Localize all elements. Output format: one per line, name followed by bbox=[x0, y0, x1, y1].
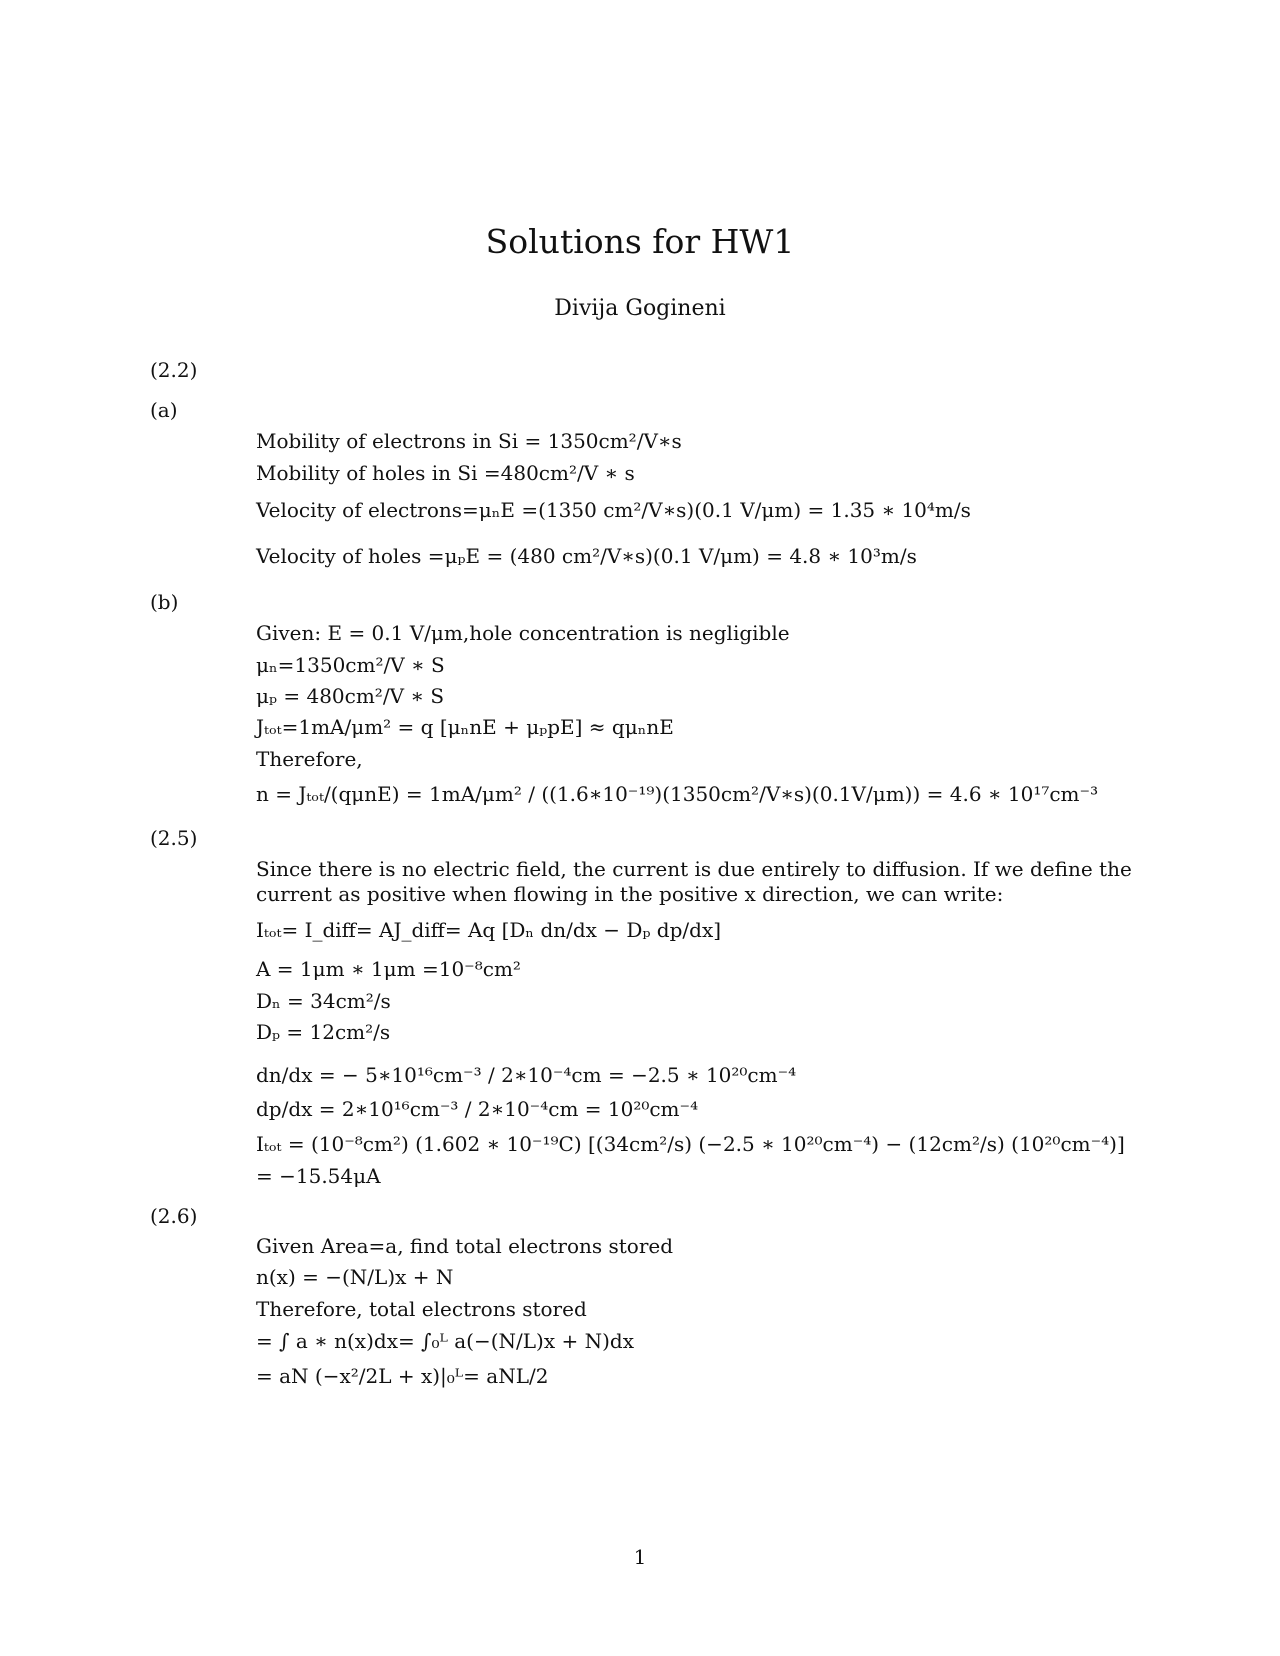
page-title: Solutions for HW1 bbox=[485, 222, 795, 261]
part-label-b: (b) bbox=[150, 590, 179, 614]
equation-line: Therefore, total electrons stored bbox=[256, 1297, 587, 1321]
equation-line: Dₚ = 12cm²/s bbox=[256, 1020, 391, 1044]
author-name: Divija Gogineni bbox=[554, 296, 726, 321]
equation-line: Velocity of holes =μₚE = (480 cm²/V∗s)(0.1 V/μm) = 4.8 ∗ 10³m/s bbox=[256, 544, 917, 568]
equation-line: Iₜₒₜ = (10⁻⁸cm²) (1.602 ∗ 10⁻¹⁹C) [(34cm²/s) (−2.5 ∗ 10²⁰cm⁻⁴) − (12cm²/s) (10²⁰cm⁻⁴)] bbox=[256, 1132, 1125, 1156]
equation-line: = aN (−x²/2L + x)|₀ᴸ= aNL/2 bbox=[256, 1364, 549, 1388]
equation-line: dp/dx = 2∗10¹⁶cm⁻³ / 2∗10⁻⁴cm = 10²⁰cm⁻⁴ bbox=[256, 1097, 699, 1121]
equation-line: dn/dx = − 5∗10¹⁶cm⁻³ / 2∗10⁻⁴cm = −2.5 ∗ 10²⁰cm⁻⁴ bbox=[256, 1063, 797, 1087]
equation-line: μₚ = 480cm²/V ∗ S bbox=[256, 684, 445, 708]
equation-line: Therefore, bbox=[256, 747, 363, 771]
equation-line: μₙ=1350cm²/V ∗ S bbox=[256, 653, 445, 677]
equation-line: Given: E = 0.1 V/μm,hole concentration is negligible bbox=[256, 621, 790, 645]
equation-line: n = Jₜₒₜ/(qμnE) = 1mA/μm² / ((1.6∗10⁻¹⁹)(1350cm²/V∗s)(0.1V/μm)) = 4.6 ∗ 10¹⁷cm⁻³ bbox=[256, 782, 1099, 806]
equation-line: Mobility of holes in Si =480cm²/V ∗ s bbox=[256, 461, 635, 485]
part-label-a: (a) bbox=[150, 398, 178, 422]
problem-label-2-2: (2.2) bbox=[150, 358, 198, 382]
equation-line: = −15.54μA bbox=[256, 1164, 381, 1188]
paragraph-intro: Since there is no electric field, the current is due entirely to diffusion. If we define the current as positive when flowing in the positive x direction, we can write: bbox=[256, 857, 1132, 906]
problem-label-2-5: (2.5) bbox=[150, 826, 198, 850]
equation-line: A = 1μm ∗ 1μm =10⁻⁸cm² bbox=[256, 957, 521, 981]
equation-line: Mobility of electrons in Si = 1350cm²/V∗s bbox=[256, 429, 682, 453]
page-number: 1 bbox=[633, 1545, 647, 1569]
equation-line: Jₜₒₜ=1mA/μm² = q [μₙnE + μₚpE] ≈ qμₙnE bbox=[256, 715, 674, 739]
equation-line: = ∫ a ∗ n(x)dx= ∫₀ᴸ a(−(N/L)x + N)dx bbox=[256, 1329, 634, 1353]
problem-label-2-6: (2.6) bbox=[150, 1204, 198, 1228]
equation-line: Dₙ = 34cm²/s bbox=[256, 989, 391, 1013]
equation-line: n(x) = −(N/L)x + N bbox=[256, 1265, 454, 1289]
equation-line: Given Area=a, find total electrons stored bbox=[256, 1234, 674, 1258]
equation-line: Velocity of electrons=μₙE =(1350 cm²/V∗s)(0.1 V/μm) = 1.35 ∗ 10⁴m/s bbox=[256, 498, 971, 522]
equation-line: Iₜₒₜ= I_diff= AJ_diff= Aq [Dₙ dn/dx − Dₚ dp/dx] bbox=[256, 918, 722, 942]
